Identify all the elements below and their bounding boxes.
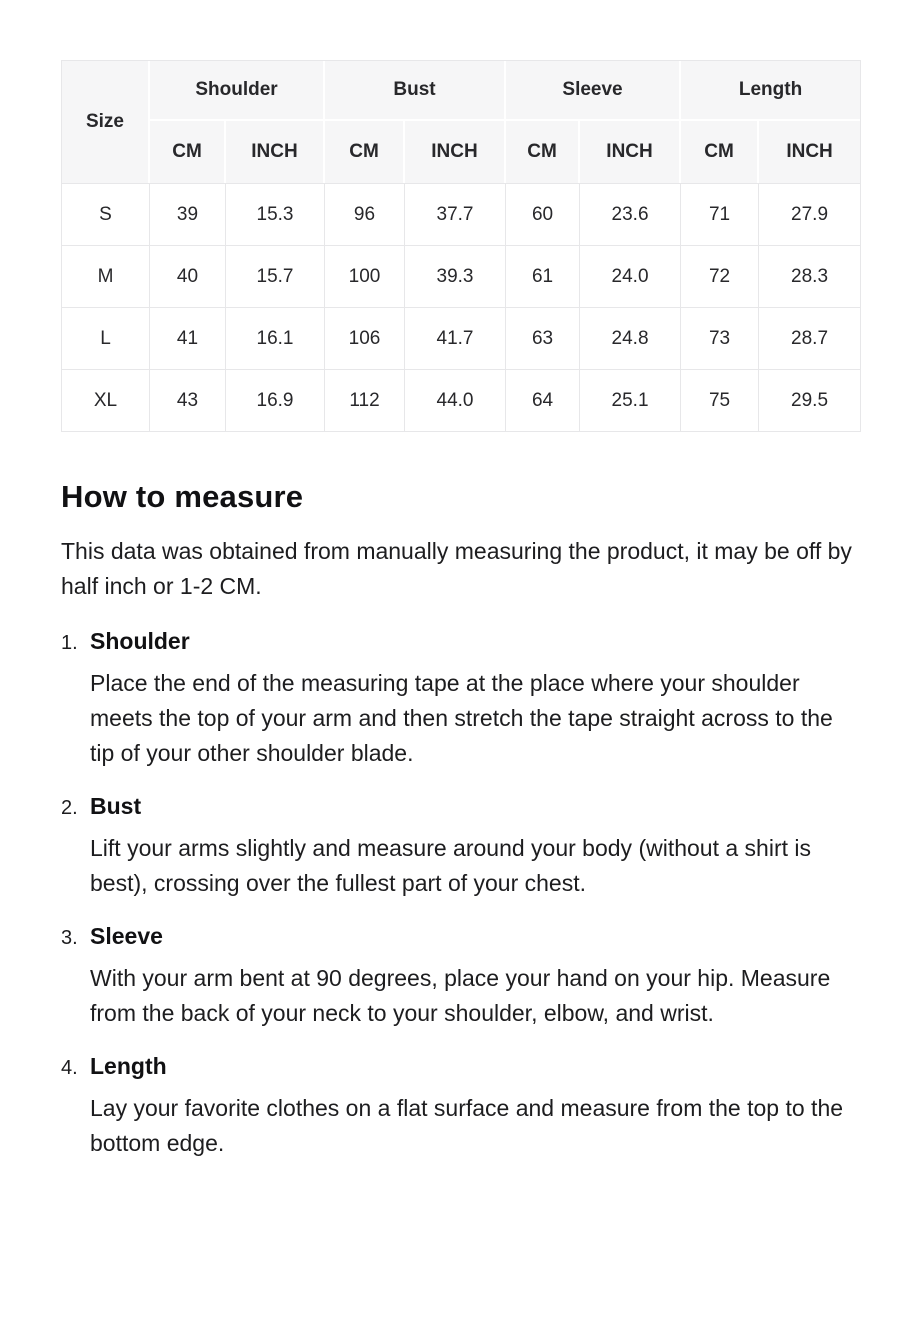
step-description: Lay your favorite clothes on a flat surface and measure from the top to the bottom edge. [90,1095,844,1156]
size-cell: M [62,245,150,307]
measure-step [61,1053,859,1174]
step-number: 2. [61,797,78,819]
measurement-cell: 72 [681,245,759,307]
measurement-cell: 15.3 [226,183,325,245]
step-description: Lift your arms slightly and measure around your body (without a shirt is best), crossing over the fullest part of your chest. [90,835,811,896]
unit-header: INCH [759,121,860,183]
measurement-cell: 41.7 [405,307,506,369]
how-to-measure-heading: How to measure [61,479,304,514]
unit-header: CM [325,121,405,183]
measurement-cell: 16.1 [226,307,325,369]
table-row [62,245,860,307]
step-number: 1. [61,632,78,654]
size-column-header: Size [62,61,150,183]
measurement-cell: 23.6 [580,183,681,245]
measurement-cell: 27.9 [759,183,860,245]
measurement-cell: 24.0 [580,245,681,307]
unit-header: CM [150,121,226,183]
measurement-cell: 39 [150,183,226,245]
step-body [90,923,859,1044]
step-title: Bust [90,793,142,819]
measure-step [61,793,859,914]
size-cell: S [62,183,150,245]
size-chart-table [61,60,861,432]
group-header: Shoulder [150,61,325,121]
measurement-cell: 96 [325,183,405,245]
step-title: Shoulder [90,628,190,654]
step-title: Length [90,1053,167,1079]
measurement-cell: 100 [325,245,405,307]
step-body [90,628,859,784]
table-row [62,369,860,431]
measurement-cell: 24.8 [580,307,681,369]
intro-paragraph: This data was obtained from manually measuring the product, it may be off by half inch or 1-2 CM. [61,538,852,599]
measurement-cell: 41 [150,307,226,369]
size-cell: XL [62,369,150,431]
measurement-cell: 16.9 [226,369,325,431]
size-chart-header [62,61,860,183]
measurement-cell: 106 [325,307,405,369]
measurement-cell: 39.3 [405,245,506,307]
measure-steps-list [61,628,859,1174]
measurement-cell: 71 [681,183,759,245]
unit-header: INCH [580,121,681,183]
step-description: With your arm bent at 90 degrees, place your hand on your hip. Measure from the back of your neck to your shoulder, elbow, and wrist. [90,965,831,1026]
step-description: Place the end of the measuring tape at the place where your shoulder meets the top of your arm and then stretch the tape straight across to the tip of your other shoulder blade. [90,670,833,766]
measurement-cell: 28.3 [759,245,860,307]
measure-step [61,628,859,784]
unit-header: INCH [405,121,506,183]
measurement-cell: 73 [681,307,759,369]
group-header: Sleeve [506,61,681,121]
measurement-cell: 61 [506,245,580,307]
group-header: Length [681,61,860,121]
step-body [90,793,859,914]
measurement-cell: 60 [506,183,580,245]
measurement-cell: 44.0 [405,369,506,431]
group-header-row [62,61,860,121]
measurement-cell: 75 [681,369,759,431]
measurement-cell: 43 [150,369,226,431]
measurement-cell: 40 [150,245,226,307]
size-chart-body [62,183,860,431]
unit-header-row [62,121,860,183]
unit-header: CM [681,121,759,183]
measurement-cell: 112 [325,369,405,431]
measurement-cell: 15.7 [226,245,325,307]
measurement-cell: 29.5 [759,369,860,431]
step-body [90,1053,859,1174]
measure-step [61,923,859,1044]
measurement-cell: 63 [506,307,580,369]
size-cell: L [62,307,150,369]
step-number: 4. [61,1057,78,1079]
unit-header: INCH [226,121,325,183]
measurement-cell: 28.7 [759,307,860,369]
table-row [62,183,860,245]
measurement-cell: 37.7 [405,183,506,245]
step-number: 3. [61,927,78,949]
table-row [62,307,860,369]
group-header: Bust [325,61,506,121]
measurement-cell: 25.1 [580,369,681,431]
measurement-cell: 64 [506,369,580,431]
unit-header: CM [506,121,580,183]
step-title: Sleeve [90,923,163,949]
